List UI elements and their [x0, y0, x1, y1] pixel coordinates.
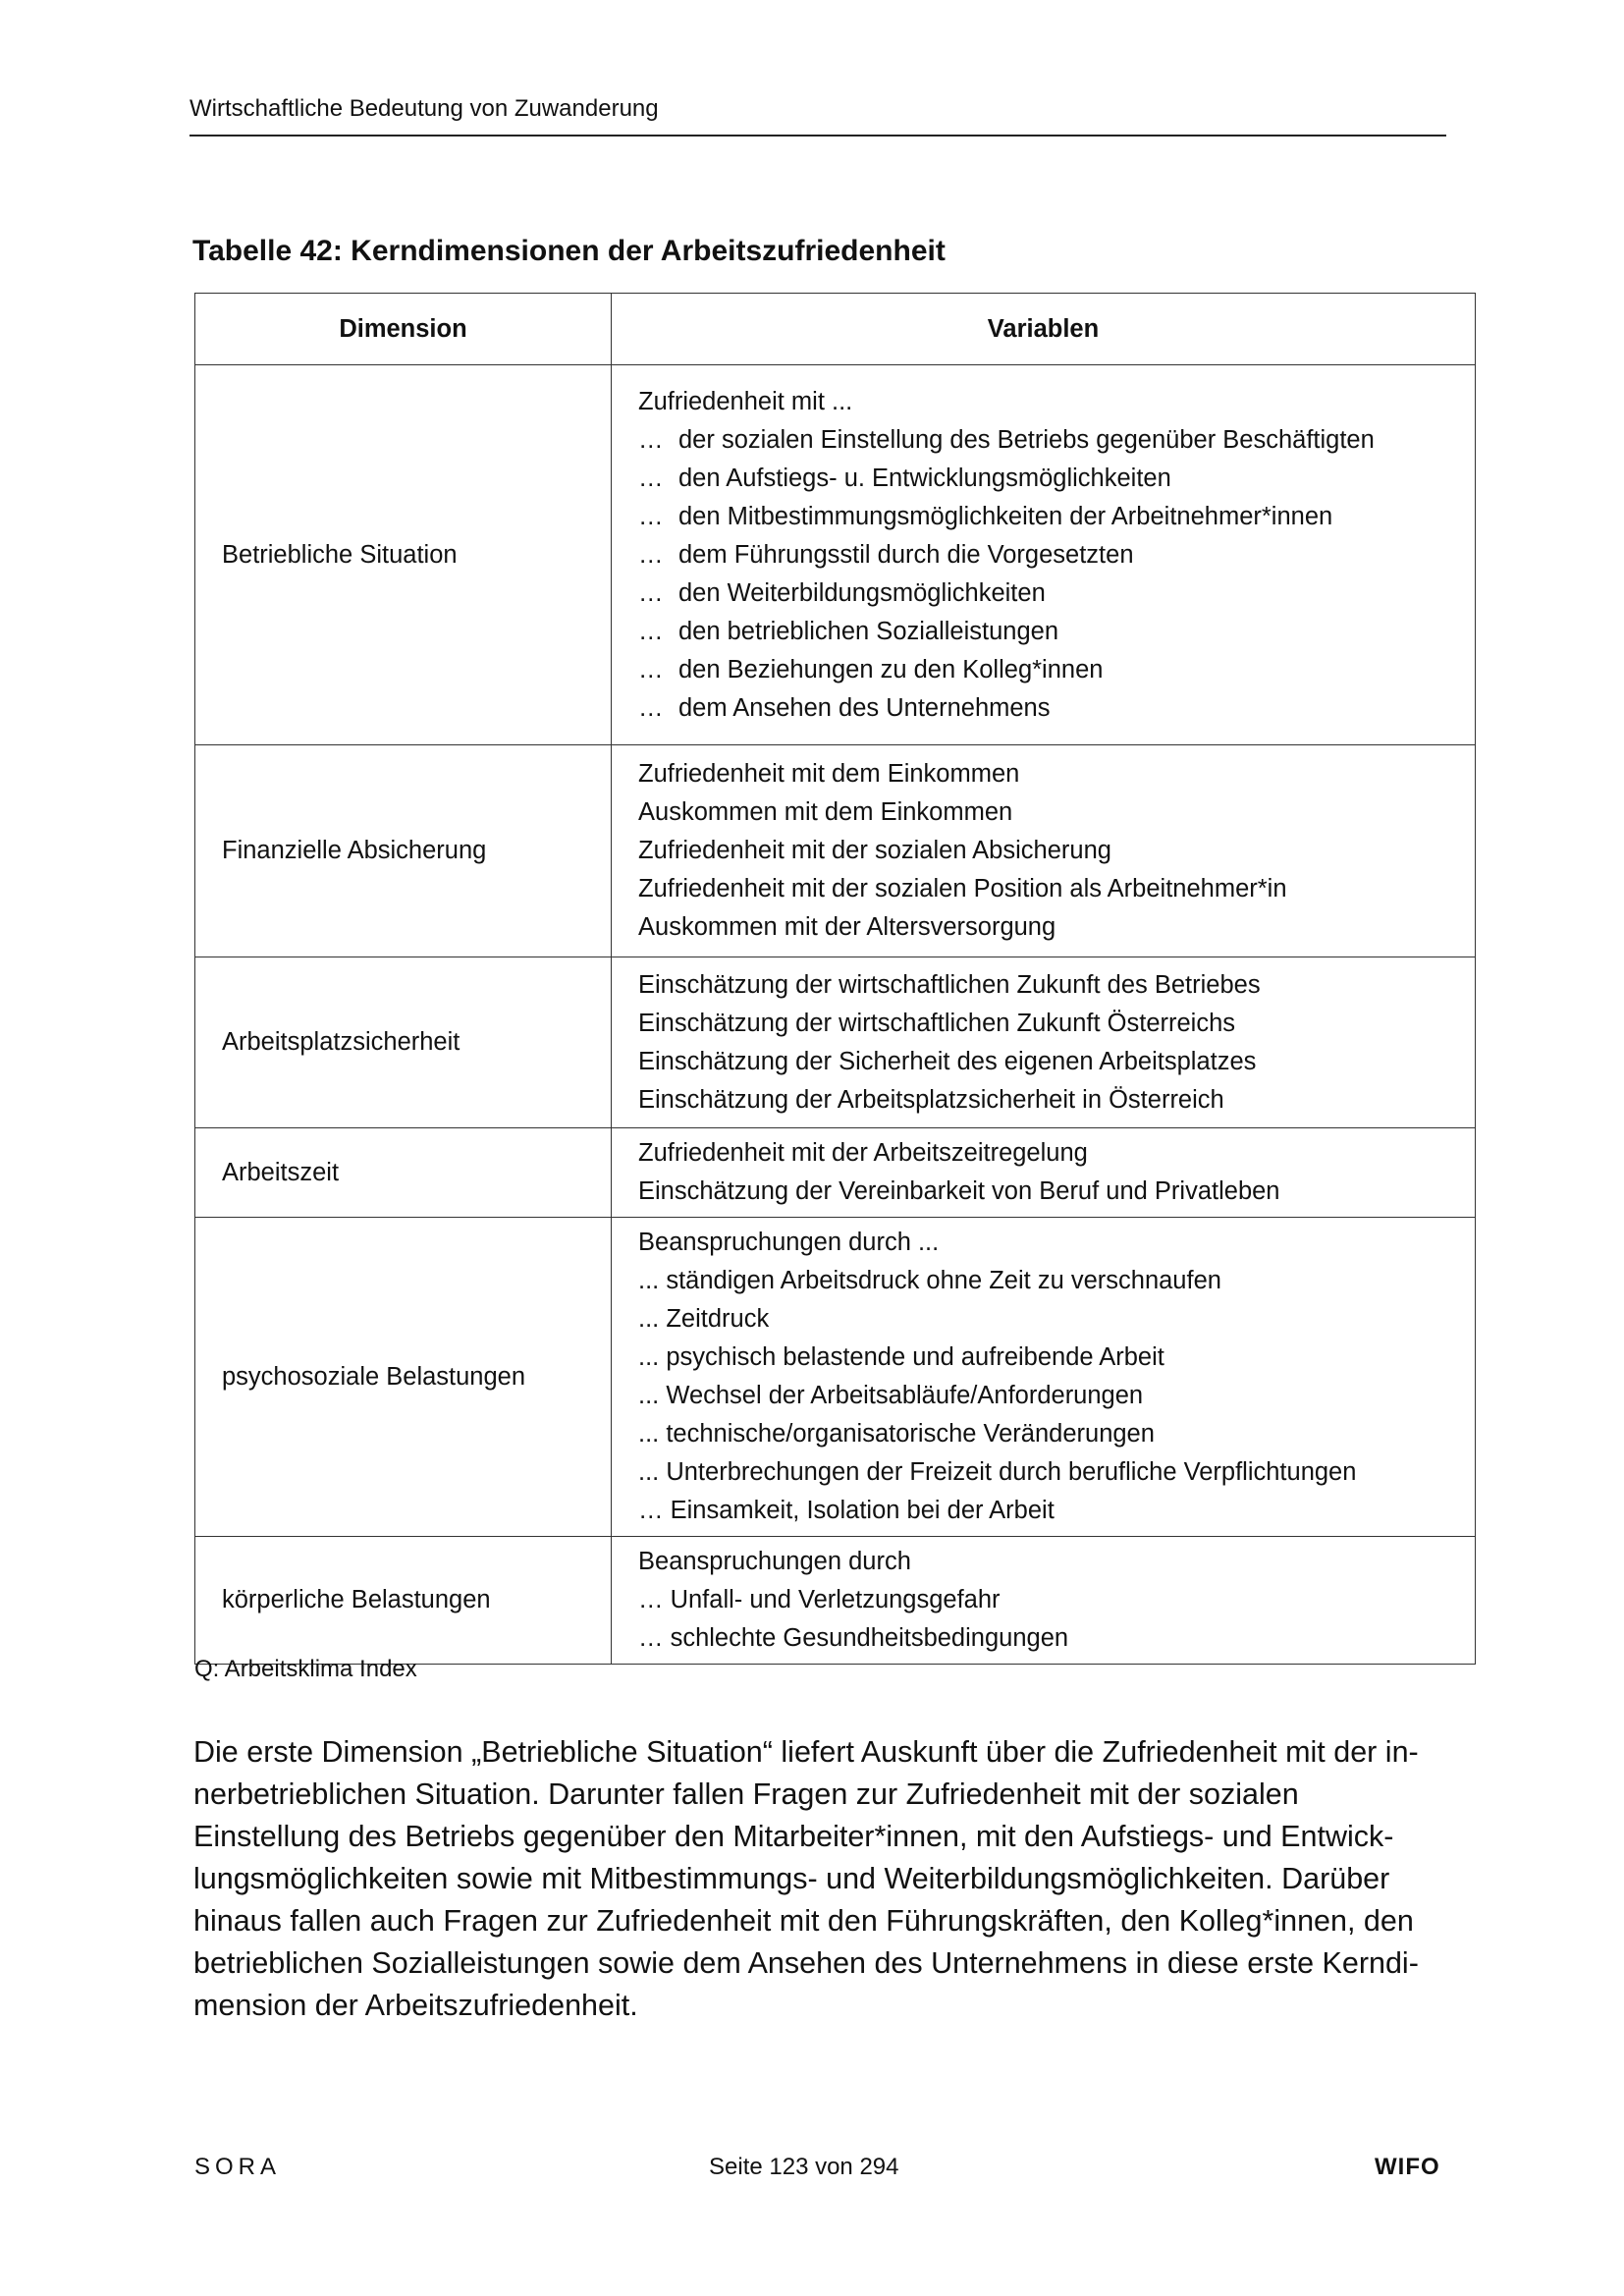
body-line: nerbetrieblichen Situation. Darunter fallen Fragen zur Zufriedenheit mit der sozialen: [193, 1777, 1299, 1811]
variable-item: … dem Ansehen des Unternehmens: [638, 689, 1475, 728]
variable-item: … den Beziehungen zu den Kolleg*innen: [638, 651, 1475, 689]
variable-line: … schlechte Gesundheitsbedingungen: [638, 1624, 1069, 1652]
variable-line: Einschätzung der wirtschaftlichen Zukunft Österreichs: [638, 1009, 1236, 1037]
variables-cell: [612, 957, 1476, 1128]
variable-line: … Unfall- und Verletzungsgefahr: [638, 1586, 1001, 1613]
variables-cell: [612, 365, 1476, 745]
body-line: mension der Arbeitszufriedenheit.: [193, 1989, 638, 2022]
ellipsis-marker: …: [638, 540, 664, 569]
variable-line: Zufriedenheit mit dem Einkommen: [638, 760, 1020, 788]
table-row: [195, 745, 1476, 957]
variable-line: Beanspruchungen durch ...: [638, 1229, 940, 1256]
body-paragraph: [193, 1731, 1431, 2027]
dimension-cell: Arbeitszeit: [195, 1128, 612, 1218]
variable-line: Zufriedenheit mit der sozialen Position als Arbeitnehmer*in: [638, 875, 1287, 902]
variable-intro: Zufriedenheit mit ...: [638, 387, 853, 415]
variable-line: Auskommen mit der Altersversorgung: [638, 913, 1056, 941]
variable-line: Zufriedenheit mit der sozialen Absicherung: [638, 837, 1111, 864]
variable-line: ... Wechsel der Arbeitsabläufe/Anforderungen: [638, 1382, 1144, 1409]
footer-page-number: Seite 123 von 294: [709, 2154, 899, 2180]
variable-line: ... technische/organisatorische Veränderungen: [638, 1420, 1155, 1448]
table-source-note: Q: Arbeitsklima Index: [194, 1656, 417, 1682]
column-header-dimension: Dimension: [195, 294, 612, 365]
dimensions-table: [194, 293, 1476, 1665]
variable-item: … der sozialen Einstellung des Betriebs gegenüber Beschäftigten: [638, 421, 1475, 460]
variable-item: … den Weiterbildungsmöglichkeiten: [638, 574, 1475, 613]
running-header: Wirtschaftliche Bedeutung von Zuwanderung: [189, 95, 659, 122]
variable-line: ... ständigen Arbeitsdruck ohne Zeit zu verschnaufen: [638, 1267, 1221, 1294]
ellipsis-marker: …: [638, 655, 664, 683]
ellipsis-marker: …: [638, 464, 664, 492]
variables-cell: [612, 1128, 1476, 1218]
dimension-cell: Finanzielle Absicherung: [195, 745, 612, 957]
variable-item: … den betrieblichen Sozialleistungen: [638, 613, 1475, 651]
dimension-cell: Betriebliche Situation: [195, 365, 612, 745]
variable-item: … den Mitbestimmungsmöglichkeiten der Arbeitnehmer*innen: [638, 498, 1475, 536]
variable-item: … den Aufstiegs- u. Entwicklungsmöglichkeiten: [638, 460, 1475, 498]
variable-line: Einschätzung der Sicherheit des eigenen Arbeitsplatzes: [638, 1047, 1257, 1075]
ellipsis-marker: …: [638, 502, 664, 530]
table-row: [195, 1537, 1476, 1665]
variables-cell: [612, 1218, 1476, 1537]
variable-line: Zufriedenheit mit der Arbeitszeitregelung: [638, 1139, 1088, 1167]
variable-line: … Einsamkeit, Isolation bei der Arbeit: [638, 1497, 1055, 1524]
dimension-cell: körperliche Belastungen: [195, 1537, 612, 1665]
body-line: Die erste Dimension „Betriebliche Situation“ liefert Auskunft über die Zufriedenheit mit der in-: [193, 1735, 1419, 1769]
dimension-cell: Arbeitsplatzsicherheit: [195, 957, 612, 1128]
header-rule: [189, 135, 1446, 137]
table-header-row: [195, 294, 1476, 365]
footer-sora-logo: SORA: [194, 2154, 282, 2180]
ellipsis-marker: …: [638, 693, 664, 722]
table-row: [195, 1128, 1476, 1218]
variables-cell: [612, 1537, 1476, 1665]
table-title: Tabelle 42: Kerndimensionen der Arbeitszufriedenheit: [192, 235, 946, 267]
column-header-variables: Variablen: [612, 294, 1476, 365]
table-row: [195, 1218, 1476, 1537]
ellipsis-marker: …: [638, 617, 664, 645]
body-line: betrieblichen Sozialleistungen sowie dem Ansehen des Unternehmens in diese erste Kerndi-: [193, 1946, 1419, 1980]
variable-item: … dem Führungsstil durch die Vorgesetzten: [638, 536, 1475, 574]
variable-line: ... Zeitdruck: [638, 1305, 770, 1333]
body-line: Einstellung des Betriebs gegenüber den Mitarbeiter*innen, mit den Aufstiegs- und Entwick-: [193, 1820, 1394, 1853]
variable-line: ... psychisch belastende und aufreibende Arbeit: [638, 1343, 1164, 1371]
variable-line: Einschätzung der Vereinbarkeit von Beruf und Privatleben: [638, 1177, 1280, 1205]
variable-line: Einschätzung der Arbeitsplatzsicherheit in Österreich: [638, 1085, 1224, 1114]
dimension-cell: psychosoziale Belastungen: [195, 1218, 612, 1537]
variable-line: Beanspruchungen durch: [638, 1548, 911, 1575]
variable-line: Einschätzung der wirtschaftlichen Zukunft des Betriebes: [638, 970, 1261, 999]
variable-line: ... Unterbrechungen der Freizeit durch berufliche Verpflichtungen: [638, 1458, 1357, 1486]
variable-line: Auskommen mit dem Einkommen: [638, 798, 1013, 826]
ellipsis-marker: …: [638, 578, 664, 607]
footer-wifo-logo: WIFO: [1375, 2154, 1440, 2180]
body-line: hinaus fallen auch Fragen zur Zufriedenheit mit den Führungskräften, den Kolleg*innen, den: [193, 1904, 1414, 1938]
body-line: lungsmöglichkeiten sowie mit Mitbestimmungs- und Weiterbildungsmöglichkeiten. Darüber: [193, 1862, 1390, 1895]
table-row: [195, 365, 1476, 745]
variables-cell: [612, 745, 1476, 957]
ellipsis-marker: …: [638, 425, 664, 454]
table-row: [195, 957, 1476, 1128]
